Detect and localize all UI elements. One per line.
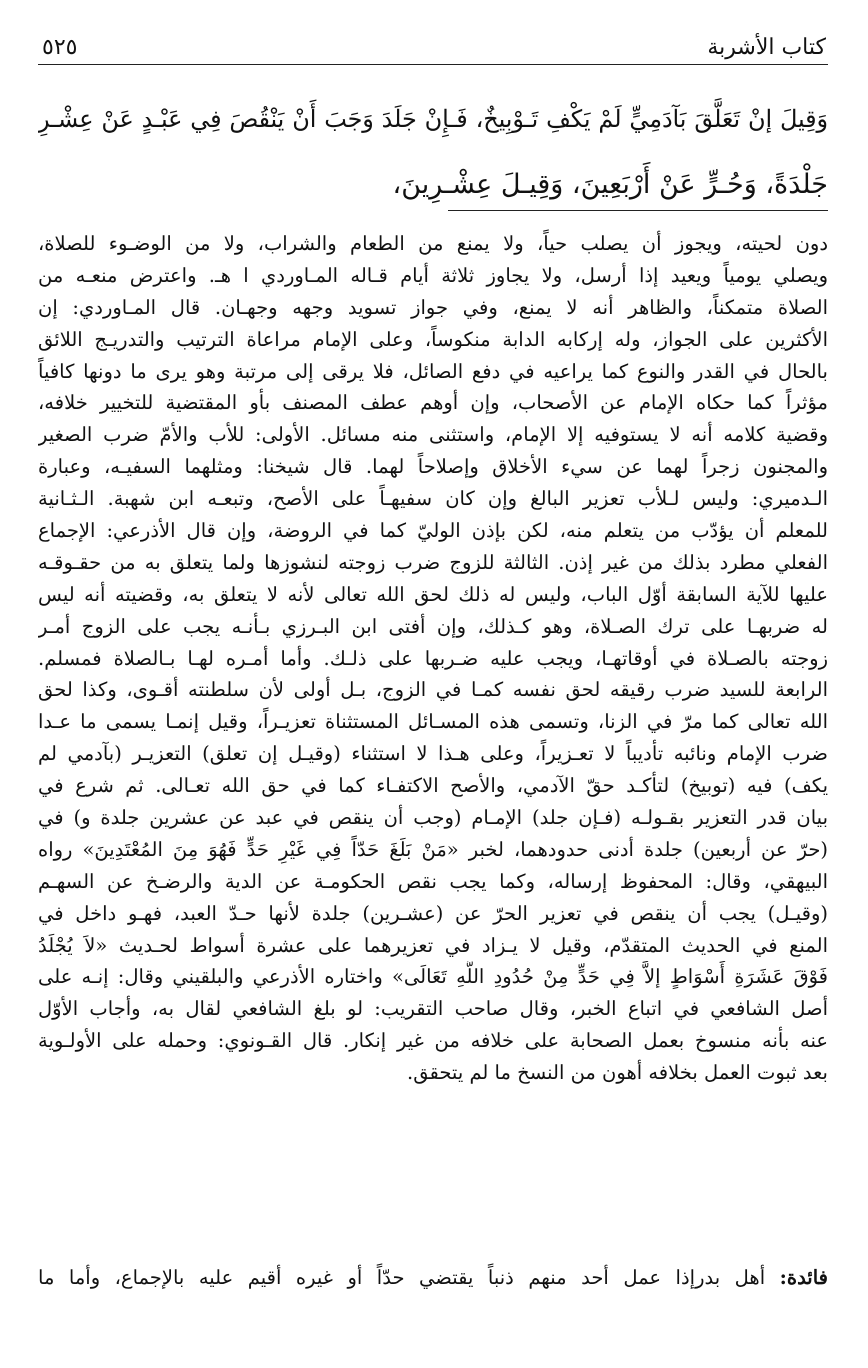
commentary-line: بعد ثبوت العمل بخلافه أهون من النسخ ما لم يتحقق. xyxy=(407,1061,828,1085)
commentary-line: والمجنون زجراً لهما عن سيء الأخلاق وإصلاحاً لهما. قال شيخنا: ومثلهما السفيـه، وعبارة xyxy=(38,455,828,479)
commentary-line: مؤثراً كما حكاه الإمام عن الأصحاب، وإن أوهم عطف المصنف بأو المقتضية للتخيير خلافه، xyxy=(38,391,828,415)
commentary-line: بيان قدر التعزير بقـولـه (فـإن جلد) الإمـام (وجب أن ينقص في عبد عن عشرين جلدة و) في xyxy=(38,806,828,830)
commentary-line: بالحال في القدر والنوع كما يراعيه في دفع الصائل، فلا يرقى إلى مرتبة وهو يرى ما دونها كافياً xyxy=(38,359,828,383)
commentary-line: الرابعة للسيد ضرب رقيقه لحق نفسه كمـا في الزوج، بـل أولى لأن سلطنته أقـوى، وكذا لحق xyxy=(38,678,828,702)
faida-line xyxy=(38,1262,828,1294)
commentary-line: ضرب الإمام ونائبه تأديباً لا تعـزيراً، وعلى هـذا لا استثناء (وقيـل إن تعلق) التعزيـر (بآدمي لم xyxy=(38,742,828,766)
separator-rule xyxy=(448,210,828,211)
faida-note xyxy=(38,1262,828,1294)
commentary-text xyxy=(38,228,828,1089)
page-header xyxy=(38,28,828,65)
commentary-line: أصل الشافعي في اتباع الخبر، وقال صاحب التقريب: لو بلغ الشافعي لقال به، وأجاب الأوّل xyxy=(38,997,828,1021)
commentary-line: البيهقي، وقال: المحفوظ إرساله، وكما يجب نقص الحكومـة عن الدية والرضـخ عن السهـم xyxy=(38,869,828,893)
commentary-line: (حرّ عن أربعين) جلدة أدنى حدودهما، لخبر «مَنْ بَلَغَ حَدّاً فِي غَيْرِ حَدٍّ فَهُوَ مِنَ المُعْتَدِينَ» رواه xyxy=(38,837,828,861)
commentary-line: دون لحيته، ويجوز أن يصلب حياً، ولا يمنع من الطعام والشراب، ولا من الوضـوء للصلاة، xyxy=(38,232,828,255)
commentary-line: الفعلي مطرد بذلك من غير إذن. الثالثة للزوج ضرب زوجته لنشوزها ولما يتعلق به من حقـوقـه xyxy=(38,550,828,574)
commentary-line: فَوْقَ عَشَرَةِ أَسْوَاطٍ إلاَّ فِي حَدٍّ مِنْ حُدُودِ اللَّهِ تَعَالَى» واختاره الأذرعي والبلقيني وقال: إنـه على xyxy=(38,965,828,989)
faida-label: فائدة: xyxy=(779,1266,828,1289)
matn-line: جَلْدَةً، وَحُـرٍّ عَنْ أَرْبَعِينَ، وَقِيـلَ عِشْـرِينَ، xyxy=(392,169,828,200)
commentary-line: الله تعالى كما مرّ في الزنا، وتسمى هذه المسـائل المستثناة تعزيـراً، وقيل إنمـا يسمى ما عـدا xyxy=(38,710,828,734)
matn-line: وَقِيلَ إنْ تَعَلَّقَ بَآدَمِيٍّ لَمْ يَكْفِ تَـوْبِيخٌ، فَـإِنْ جَلَدَ وَجَبَ أَنْ يَنْقُصَ فِي عَبْـدٍ عَنْ عِشْـرِ xyxy=(38,105,828,133)
commentary-line: الأكثرين على الجواز، وله إركابه الدابة منكوساً، وعلى الإمام مراعاة الترتيب والتدريـج اللائق xyxy=(38,327,828,351)
commentary-line: الـدميري: وليس لـلأب تعزير البالغ وإن كان سفيهـاً على الأصح، وتبعـه ابن شهبة. الـثـانية xyxy=(38,487,828,511)
commentary-line: وقضية كلامه أنه لا يستوفيه إلا الإمام، واستثنى منه مسائل. الأولى: للأب والأمّ ضرب الصغير xyxy=(38,423,828,447)
commentary-line: زوجته بالصـلاة في أوقاتهـا، ويجب عليه ضـربها على ذلـك. وأما أمـره لهـا بـالصلاة فمسلم. xyxy=(38,646,828,670)
commentary-line: للمعلم أن يؤدّب من يتعلم منه، لكن بإذن الوليّ كما في الروضة، وإن قال الأذرعي: الإجماع xyxy=(38,519,828,543)
commentary-line: ويصلي يومياً ويعيد إذا أرسل، ولا يجاوز ثلاثة أيام قـاله المـاوردي ا هـ. واعترض منعـه من xyxy=(38,263,828,287)
commentary-line: عليها للآية السابقة أوّل الباب، وليس له ذلك لحق الله تعالى لأنه لا يتعلق به، وقضيته أنه ليس xyxy=(38,582,828,606)
commentary-line: عنه بأنه منسوخ بعمل الصحابة على خلافه من غير إنكار. قال القـونوي: وحمله على الأولـوية xyxy=(38,1029,828,1053)
commentary-line: المنع في الحديث المتقدّم، وقيل لا يـزاد في تعزيرهما على عشرة أسواط لحـديث «لاَ يُجْلَدُ xyxy=(38,933,828,957)
commentary-line: (وقيـل) يجب أن ينقص في تعزير الحرّ عن (عشـرين) جلدة لأنها حـدّ العبد، فهـو داخل في xyxy=(38,901,828,925)
page-number: ٥٢٥ xyxy=(42,35,78,60)
commentary-line: له ضربهـا على ترك الصـلاة، وهو كـذلك، وإن أفتى ابن البـرزي بـأنـه يجب على الزوج أمـر xyxy=(38,614,828,638)
matn-text xyxy=(38,86,828,218)
commentary-line: يكف) فيه (توبيخ) لتأكـد حقّ الآدمي، والأصح الاكتفـاء كما في حق الله تعـالى. ثم شرع في xyxy=(38,774,828,798)
commentary-line: الصلاة متمكناً، والظاهر أنه لا يمنع، وفي جواز تسويد وجهه وجهـان. قال المـاوردي: إن xyxy=(38,295,828,319)
running-title: كتاب الأشربة xyxy=(707,35,826,60)
faida-text: أهل بدرإذا عمل أحد منهم ذنباً يقتضي حدّاً أو غيره أقيم عليه بالإجماع، وأما ما xyxy=(38,1266,766,1289)
